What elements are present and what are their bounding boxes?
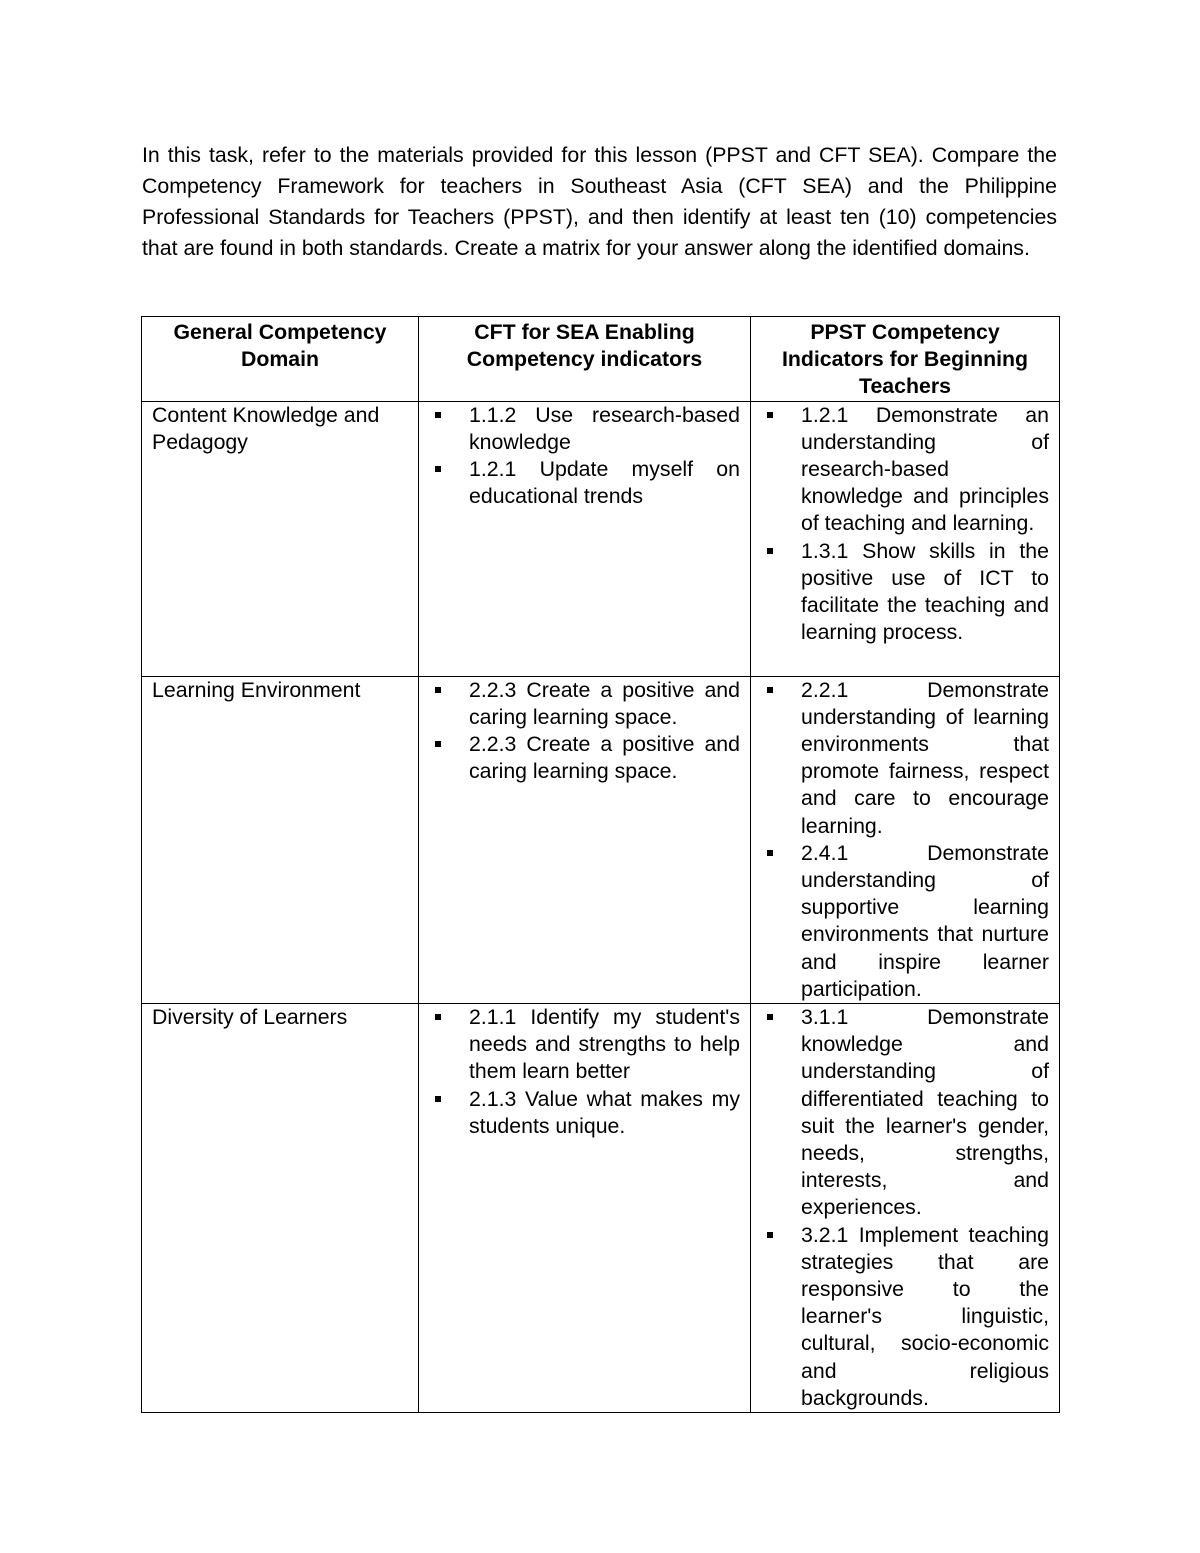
square-bullet-icon — [767, 412, 773, 418]
cft-cell — [419, 401, 751, 676]
cft-cell — [419, 1004, 751, 1413]
cft-indicator-text: 1.1.2 Use research-based knowledge — [469, 402, 740, 454]
ppst-indicator — [751, 538, 1049, 647]
cft-indicator-list — [419, 1004, 740, 1140]
ppst-indicator-list — [751, 1004, 1049, 1412]
ppst-indicator-text: 2.4.1 Demonstrate understanding of supportive learning environments that nurture and inspire learner participation. — [801, 840, 1049, 1001]
matrix-row-content-knowledge — [142, 401, 1060, 676]
square-bullet-icon — [767, 1014, 773, 1020]
ppst-indicator-text: 1.3.1 Show skills in the positive use of ICT to facilitate the teaching and learning process. — [801, 538, 1049, 645]
cft-cell — [419, 676, 751, 1003]
ppst-indicator — [751, 677, 1049, 840]
square-bullet-icon — [767, 687, 773, 693]
header-cft: CFT for SEA Enabling Competency indicators — [419, 317, 751, 402]
cft-indicator — [419, 456, 740, 510]
ppst-indicator-text: 2.2.1 Demonstrate understanding of learning environments that promote fairness, respect and care to encourage learning. — [801, 677, 1049, 838]
cft-indicator-text: 2.2.3 Create a positive and caring learning space. — [469, 677, 740, 729]
ppst-indicator-text: 3.2.1 Implement teaching strategies that are responsive to the learner's linguistic, cultural, socio-economic and religious backgrounds. — [801, 1222, 1049, 1410]
matrix-row-learning-environment — [142, 676, 1060, 1003]
matrix-header-row — [142, 317, 1060, 402]
domain-cell: Content Knowledge and Pedagogy — [142, 401, 419, 676]
header-domain: General Competency Domain — [142, 317, 419, 402]
square-bullet-icon — [767, 850, 773, 856]
cft-indicator — [419, 677, 740, 731]
ppst-cell — [751, 676, 1060, 1003]
domain-cell: Diversity of Learners — [142, 1004, 419, 1413]
square-bullet-icon — [435, 687, 441, 693]
ppst-indicator-text: 1.2.1 Demonstrate an understanding of research-based knowledge and principles of teaching and learning. — [801, 402, 1049, 536]
cft-indicator-list — [419, 402, 740, 511]
square-bullet-icon — [435, 741, 441, 747]
ppst-indicator — [751, 840, 1049, 1003]
header-ppst: PPST Competency Indicators for Beginning Teachers — [751, 317, 1060, 402]
cft-indicator — [419, 402, 740, 456]
cft-indicator-text: 2.2.3 Create a positive and caring learning space. — [469, 732, 740, 784]
cft-indicator-text: 2.1.3 Value what makes my students unique. — [469, 1086, 740, 1138]
square-bullet-icon — [435, 466, 441, 472]
ppst-indicator — [751, 1222, 1049, 1412]
cft-indicator-text: 1.2.1 Update myself on educational trends — [469, 457, 740, 509]
matrix-row-diversity — [142, 1004, 1060, 1413]
ppst-cell — [751, 1004, 1060, 1413]
square-bullet-icon — [435, 1014, 441, 1020]
ppst-indicator — [751, 402, 1049, 538]
ppst-indicator — [751, 1004, 1049, 1222]
ppst-indicator-text: 3.1.1 Demonstrate knowledge and understanding of differentiated teaching to suit the learner's gender, needs, strengths, interests, and experiences. — [801, 1005, 1049, 1220]
square-bullet-icon — [435, 1096, 441, 1102]
domain-cell: Learning Environment — [142, 676, 419, 1003]
ppst-indicator-list — [751, 677, 1049, 1003]
ppst-indicator-list — [751, 402, 1049, 647]
cft-indicator — [419, 1086, 740, 1140]
square-bullet-icon — [767, 548, 773, 554]
task-instructions: In this task, refer to the materials provided for this lesson (PPST and CFT SEA). Compare the Competency Framework for teachers in Southeast Asia (CFT SEA) and the Philippine Professional Standards for Teachers (PPST), and then identify at least ten (10) competencies that are found in both standards. Create a matrix for your answer along the identified domains. — [142, 143, 1057, 260]
cft-indicator-text: 2.1.1 Identify my student's needs and strengths to help them learn better — [469, 1005, 740, 1084]
cft-indicator — [419, 731, 740, 785]
square-bullet-icon — [767, 1232, 773, 1238]
square-bullet-icon — [435, 412, 441, 418]
competency-matrix — [141, 316, 1060, 1413]
ppst-cell — [751, 401, 1060, 676]
cft-indicator-list — [419, 677, 740, 786]
cft-indicator — [419, 1004, 740, 1086]
